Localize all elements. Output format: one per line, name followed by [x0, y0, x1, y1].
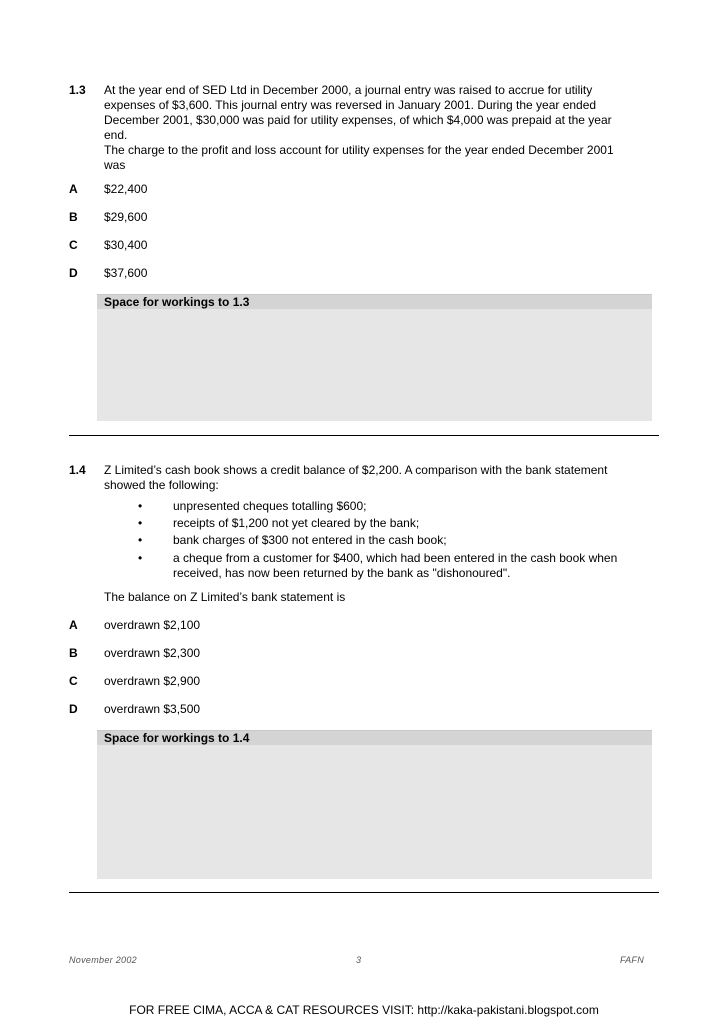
bullet-icon: •	[138, 499, 143, 513]
option-text: $29,600	[104, 210, 148, 224]
option-letter: B	[69, 646, 78, 660]
bullet-text	[173, 551, 643, 581]
stem-line: December 2001, $30,000 was paid for utility expenses, of which $4,000 was prepaid at the year	[104, 113, 612, 127]
stem-line: expenses of $3,600. This journal entry was reversed in January 2001. During the year ended	[104, 98, 597, 112]
option-letter: C	[69, 674, 78, 688]
bullet-icon: •	[138, 551, 143, 565]
workings-box-1-4[interactable]	[97, 730, 652, 879]
resources-banner: FOR FREE CIMA, ACCA & CAT RESOURCES VISIT: http://kaka-pakistani.blogspot.com	[129, 1003, 599, 1017]
option-letter: D	[69, 702, 78, 716]
option-text: overdrawn $2,900	[104, 674, 201, 688]
option-letter: D	[69, 266, 78, 280]
prompt-text: The balance on Z Limited’s bank statement is	[104, 590, 346, 604]
stem-line: At the year end of SED Ltd in December 2000, a journal entry was raised to accrue for utility	[104, 83, 593, 97]
stem-line: was	[104, 158, 126, 172]
workings-label: Space for workings to 1.3	[97, 294, 652, 309]
option-letter: A	[69, 182, 78, 196]
question-number: 1.4	[69, 463, 86, 477]
stem-line: end.	[104, 128, 128, 142]
option-text: $30,400	[104, 238, 148, 252]
stem-line: Z Limited’s cash book shows a credit balance of $2,200. A comparison with the bank statement	[104, 463, 608, 477]
workings-label: Space for workings to 1.4	[97, 730, 652, 745]
option-text: $22,400	[104, 182, 148, 196]
question-stem	[104, 463, 629, 493]
bullet-icon: •	[138, 516, 143, 530]
stem-line: showed the following:	[104, 478, 219, 492]
divider	[69, 435, 659, 436]
footer-paper-code: FAFN	[620, 955, 645, 965]
divider	[69, 892, 659, 893]
footer-page-number: 3	[356, 955, 362, 965]
option-text: overdrawn $3,500	[104, 702, 201, 716]
option-letter: A	[69, 618, 78, 632]
question-stem	[104, 83, 629, 173]
option-text: overdrawn $2,100	[104, 618, 201, 632]
bullet-text: bank charges of $300 not entered in the cash book;	[173, 533, 447, 547]
option-letter: B	[69, 210, 78, 224]
footer-date: November 2002	[69, 955, 137, 965]
bullet-icon: •	[138, 533, 143, 547]
option-text: overdrawn $2,300	[104, 646, 201, 660]
bullet-text: unpresented cheques totalling $600;	[173, 499, 367, 513]
bullet-line: received, has now been returned by the bank as "dishonoured".	[173, 566, 511, 580]
workings-box-1-3[interactable]	[97, 294, 652, 421]
question-number: 1.3	[69, 83, 86, 97]
bullet-line: a cheque from a customer for $400, which had been entered in the cash book when	[173, 551, 618, 565]
bullet-text: receipts of $1,200 not yet cleared by the bank;	[173, 516, 420, 530]
stem-line: The charge to the profit and loss account for utility expenses for the year ended December 2001	[104, 143, 614, 157]
option-letter: C	[69, 238, 78, 252]
option-text: $37,600	[104, 266, 148, 280]
